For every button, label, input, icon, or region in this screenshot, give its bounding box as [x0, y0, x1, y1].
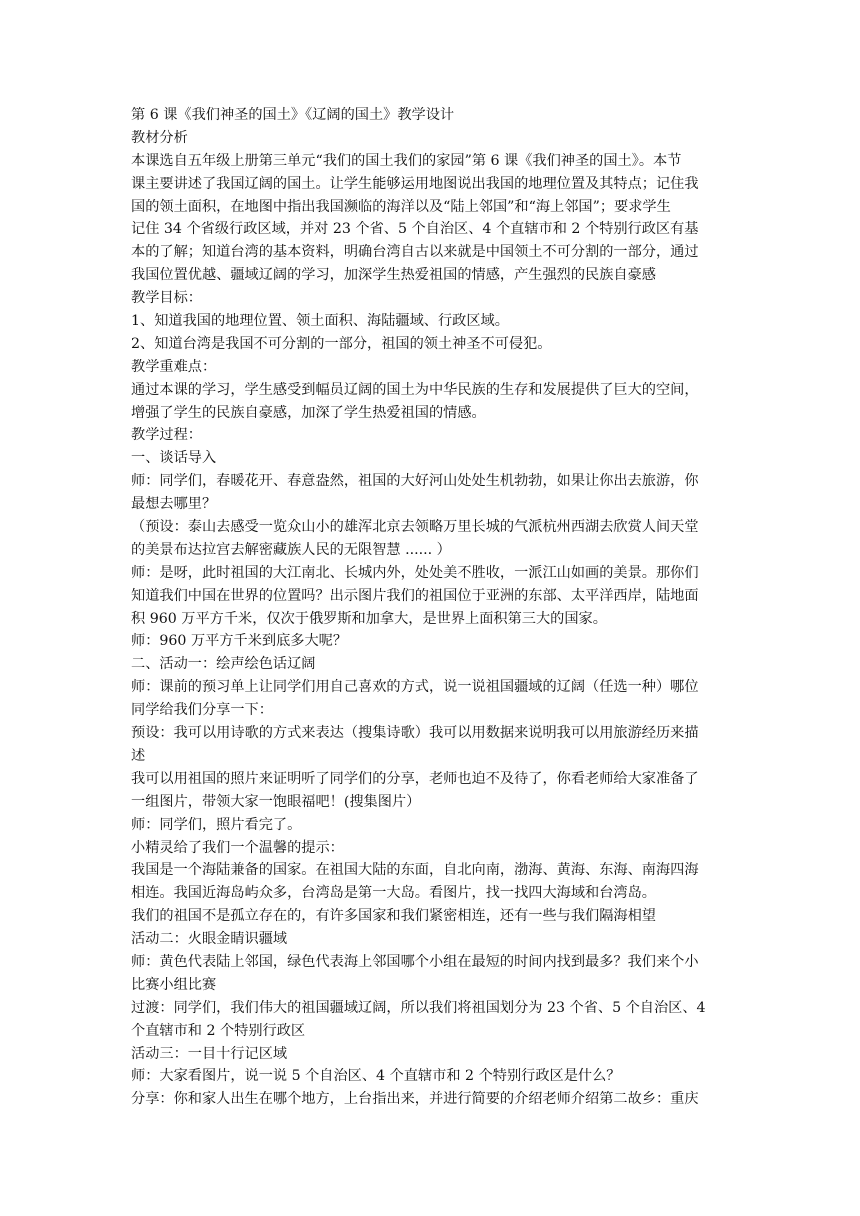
- paragraph-line: 一组图片，带领大家一饱眼福吧！(搜集图片）: [131, 793, 421, 810]
- list-item: 1、知道我国的地理位置、领土面积、海陆疆域、行政区域。: [131, 313, 509, 330]
- subsection-heading: 一、谈话导入: [131, 450, 217, 467]
- paragraph-line: 的美景布达拉宫去解密藏族人民的无限智慧 ...... ）: [131, 541, 451, 558]
- paragraph-line: 师：是呀，此时祖国的大江南北、长城内外，处处美不胜收，一派江山如画的美景。那你们: [131, 564, 699, 581]
- paragraph-line: 记住 34 个省级行政区域，并对 23 个省、5 个自治区、4 个直辖市和 2 个特别行政区有基: [131, 221, 699, 238]
- paragraph-line: 师：课前的预习单上让同学们用自己喜欢的方式，说一说祖国疆域的辽阔（任选一种）哪位: [131, 679, 699, 696]
- paragraph-line: 通过本课的学习，学生感受到幅员辽阔的国土为中华民族的生存和发展提供了巨大的空间，: [131, 381, 699, 398]
- subsection-heading: 二、活动一：绘声绘色话辽阔: [131, 656, 316, 673]
- paragraph-line: （预设：泰山去感受一览众山小的雄浑北京去领略万里长城的气派杭州西湖去欣赏人间天堂: [131, 519, 699, 536]
- paragraph-line: 知道我们中国在世界的位置吗？出示图片我们的祖国位于亚洲的东部、太平洋西岸，陆地面: [131, 587, 699, 604]
- paragraph-line: 师：同学们，照片看完了。: [131, 816, 302, 833]
- document-page: [131, 104, 743, 1111]
- section-heading: 教学目标：: [131, 290, 202, 307]
- paragraph-line: 我国位置优越、疆域辽阔的学习，加深学生热爱祖国的情感，产生强烈的民族自豪感: [131, 267, 656, 284]
- paragraph-line: 我们的祖国不是孤立存在的，有许多国家和我们紧密相连，还有一些与我们隔海相望: [131, 908, 656, 925]
- section-heading: 教学过程：: [131, 427, 202, 444]
- paragraph-line: 本的了解；知道台湾的基本资料，明确台湾自古以来就是中国领土不可分割的一部分，通过: [131, 244, 699, 261]
- paragraph-line: 课主要讲述了我国辽阔的国土。让学生能够运用地图说出我国的地理位置及其特点；记住我: [131, 175, 699, 192]
- paragraph-line: 积 960 万平方千米，仅次于俄罗斯和加拿大，是世界上面积第三大的国家。: [131, 610, 607, 627]
- section-heading: 教学重难点：: [131, 358, 217, 375]
- paragraph-line: 增强了学生的民族自豪感，加深了学生热爱祖国的情感。: [131, 404, 486, 421]
- paragraph-line: 述: [131, 747, 146, 764]
- paragraph-line: 我可以用祖国的照片来证明听了同学们的分享，老师也迫不及待了，你看老师给大家准备了: [131, 770, 699, 787]
- paragraph-line: 小精灵给了我们一个温馨的提示：: [131, 839, 344, 856]
- paragraph-line: 本课选自五年级上册第三单元“我们的国土我们的家园”第 6 课《我们神圣的国土》。本节: [131, 152, 682, 169]
- paragraph-line: 同学给我们分享一下：: [131, 702, 273, 719]
- paragraph-line: 国的领土面积，在地图中指出我国濒临的海洋以及“陆上邻国”和“海上邻国”；要求学生: [131, 198, 671, 215]
- list-item: 2、知道台湾是我国不可分割的一部分，祖国的领土神圣不可侵犯。: [131, 335, 552, 352]
- paragraph-line: 师：黄色代表陆上邻国，绿色代表海上邻国哪个小组在最短的时间内找到最多？我们来个小: [131, 953, 699, 970]
- paragraph-line: 比赛小组比赛: [131, 976, 217, 993]
- paragraph-line: 我国是一个海陆兼备的国家。在祖国大陆的东面，自北向南，渤海、黄海、东海、南海四海: [131, 862, 699, 879]
- paragraph-line: 师：960 万平方千米到底多大呢？: [131, 633, 348, 650]
- paragraph-line: 师：同学们，春暖花开、春意盎然，祖国的大好河山处处生机勃勃，如果让你出去旅游，你: [131, 473, 699, 490]
- paragraph-line: 预设：我可以用诗歌的方式来表达（搜集诗歌）我可以用数据来说明我可以用旅游经历来描: [131, 725, 699, 742]
- section-heading: 教材分析: [131, 129, 188, 146]
- subsection-heading: 活动三：一目十行记区域: [131, 1045, 288, 1062]
- subsection-heading: 活动二：火眼金睛识疆域: [131, 931, 288, 948]
- paragraph-line: 师：大家看图片，说一说 5 个自治区、4 个直辖市和 2 个特别行政区是什么？: [131, 1068, 621, 1085]
- document-title: 第 6 课《我们神圣的国土》《辽阔的国土》教学设计: [131, 107, 455, 123]
- paragraph-line: 分享：你和家人出生在哪个地方，上台指出来，并进行简要的介绍老师介绍第二故乡：重庆: [131, 1091, 699, 1108]
- paragraph-line: 过渡：同学们，我们伟大的祖国疆域辽阔，所以我们将祖国划分为 23 个省、5 个自治区、4: [131, 999, 706, 1016]
- paragraph-line: 相连。我国近海岛屿众多，台湾岛是第一大岛。看图片，找一找四大海域和台湾岛。: [131, 885, 656, 902]
- paragraph-line: 个直辖市和 2 个特别行政区: [131, 1022, 306, 1039]
- paragraph-line: 最想去哪里？: [131, 496, 217, 513]
